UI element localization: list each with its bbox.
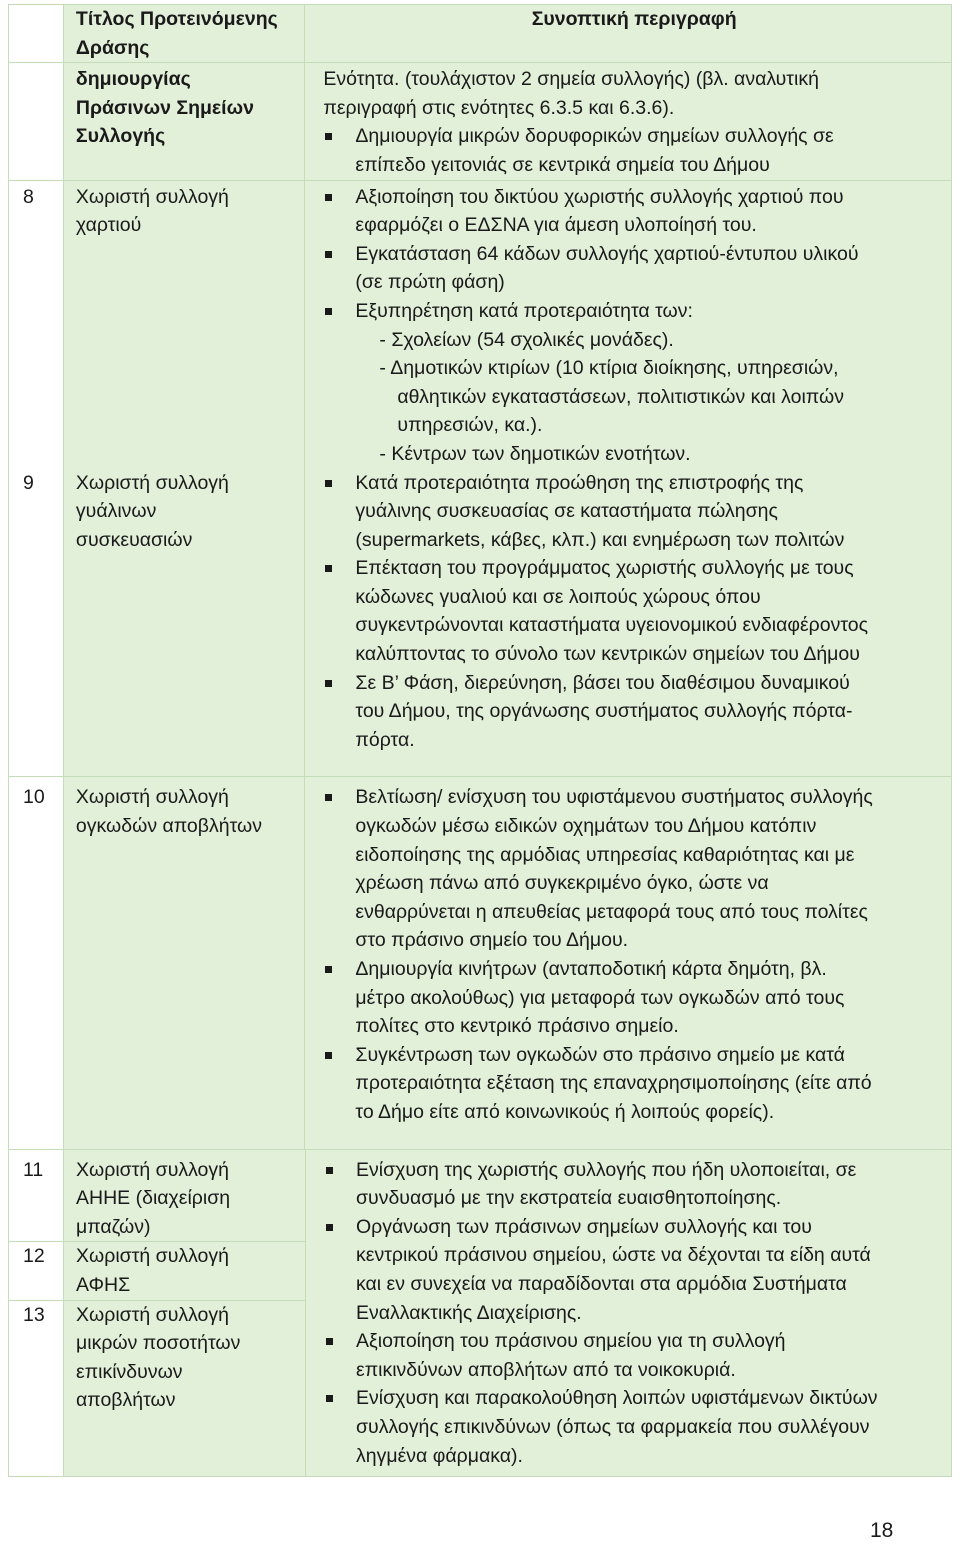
- row-green-points: [8, 63, 952, 180]
- bullet-line: ληγμένα φάρμακα).: [356, 1444, 523, 1467]
- title-line: Χωριστή συλλογή: [76, 1245, 230, 1268]
- title-line: Χωριστή συλλογή: [75, 185, 229, 208]
- bullet-line: Δημιουργία κινήτρων (ανταποδοτική κάρτα δημότη, βλ.: [355, 958, 827, 980]
- bullet-line: κώδωνες γυαλιού και σε λοιπούς χώρους όπου: [355, 585, 761, 608]
- bullet-icon: [325, 966, 332, 973]
- bullet-line: ειδοποίησης της αρμόδιας υπηρεσίας καθαριότητας και με: [355, 843, 855, 866]
- row-number: 13: [23, 1303, 45, 1326]
- title-line: αποβλήτων: [76, 1389, 176, 1412]
- merged-title-column: [9, 1150, 306, 1477]
- title-line: Χωριστή συλλογή: [75, 786, 229, 809]
- dash-item-cont: υπηρεσιών, κα.).: [397, 414, 543, 437]
- title-line: γυάλινων: [75, 500, 157, 523]
- bullet-icon: [326, 1167, 333, 1174]
- bullet-item: [324, 1156, 945, 1213]
- row-paper: [8, 181, 952, 469]
- bullet-line: συγκεντρώνονται καταστήματα υγειονομικού ενδιαφέροντος: [355, 614, 869, 637]
- desc-line: Ενότητα. (τουλάχιστον 2 σημεία συλλογής) (βλ. αναλυτική: [323, 68, 819, 91]
- dash-item: - Δημοτικών κτιρίων (10 κτίρια διοίκησης, υπηρεσιών,: [379, 357, 839, 380]
- bullet-line: Επέκταση του προγράμματος χωριστής συλλογής με τους: [355, 557, 854, 580]
- bullet-item: [324, 1384, 945, 1470]
- title-line: Χωριστή συλλογή: [76, 1158, 230, 1181]
- header-title-cell: [64, 5, 306, 62]
- title-line: ογκωδών αποβλήτων: [75, 815, 262, 838]
- row-num-cell: [9, 1150, 64, 1242]
- row-num-cell: [9, 63, 64, 179]
- title-line: ΑΗΗΕ (διαχείριση: [76, 1187, 231, 1210]
- row-number: 10: [23, 786, 45, 809]
- bullet-line: Σε Β’ Φάση, διερεύνηση, βάσει του διαθέσιμου δυναμικού: [355, 671, 850, 694]
- bullet-line: κεντρικού πράσινου σημείου, ώστε να δέχονται τα είδη αυτά: [356, 1244, 871, 1267]
- row-title-cell: [64, 469, 306, 777]
- title-line: συσκευασιών: [75, 528, 193, 551]
- row-bulky: [8, 776, 952, 1149]
- header-title: Τίτλος Προτεινόμενης Δράσης: [75, 8, 278, 59]
- row-desc-cell: [305, 777, 951, 1148]
- bullet-line: μέτρο ακολούθως) για μεταφορά των ογκωδών από τους: [355, 986, 845, 1009]
- bullet-line: καλύπτοντας το σύνολο των κεντρικών σημείων του Δήμου: [355, 643, 860, 666]
- bullet-item: [323, 955, 945, 1041]
- bullet-icon: [325, 251, 332, 258]
- bullet-icon: [325, 1052, 332, 1059]
- bullet-icon: [325, 308, 332, 315]
- title-line: Χωριστή συλλογή: [76, 1303, 230, 1326]
- bullet-line: και εν συνεχεία να παραδίδονται στα αρμόδια Συστήματα: [356, 1272, 847, 1295]
- bullet-line: Συγκέντρωση των ογκωδών στο πράσινο σημείο με κατά: [355, 1043, 845, 1066]
- row-title-cell: [64, 63, 306, 179]
- bullet-line: εφαρμόζει ο ΕΔΣΝΑ για άμεση υλοποίησή του.: [355, 214, 757, 237]
- title-line: επικίνδυνων: [76, 1360, 183, 1383]
- row-num-cell: [9, 1301, 64, 1477]
- bullet-line: Οργάνωση των πράσινων σημείων συλλογής και του: [356, 1215, 812, 1238]
- bullet-item: [323, 554, 945, 668]
- row-number: 11: [23, 1158, 44, 1181]
- bullet-icon: [325, 565, 332, 572]
- bullet-line: (supermarkets, κάβες, κλπ.) και ενημέρωση των πολιτών: [355, 528, 845, 551]
- bullet-icon: [325, 794, 332, 801]
- spacer: [324, 1470, 945, 1476]
- bullet-line: συνδυασμό με την εκστρατεία ευαισθητοποίησης.: [356, 1187, 782, 1210]
- bullet-line: Εγκατάσταση 64 κάδων συλλογής χαρτιού-έντυπου υλικού: [355, 242, 859, 265]
- row-title-cell: [64, 1242, 306, 1299]
- row-num-cell: [9, 1242, 64, 1299]
- title-line: δημιουργίας: [75, 68, 191, 91]
- header-num-cell: [9, 5, 64, 62]
- bullet-icon: [325, 194, 332, 201]
- page-number: 18: [870, 1519, 894, 1542]
- bullet-item: [324, 1213, 945, 1327]
- row-desc-cell: [306, 1150, 951, 1477]
- row-desc-cell: [305, 469, 951, 777]
- dash-item-cont: αθλητικών εγκαταστάσεων, πολιτιστικών και λοιπών: [397, 385, 844, 408]
- bullet-line: Εναλλακτικής Διαχείρισης.: [356, 1301, 582, 1324]
- bullet-item: [323, 469, 945, 555]
- bullet-line: (σε πρώτη φάση): [355, 271, 505, 294]
- bullet-line: Δημιουργία μικρών δορυφορικών σημείων συλλογής σε: [355, 125, 834, 148]
- sub-row-hazardous: [9, 1301, 306, 1477]
- title-line: ΑΦΗΣ: [76, 1273, 131, 1296]
- bullet-icon: [325, 480, 332, 487]
- row-title-cell: [64, 181, 306, 469]
- sub-row-weee: [9, 1150, 306, 1243]
- bullet-item: [324, 1327, 945, 1384]
- row-num-cell: [9, 469, 64, 777]
- title-line: μπαζών): [76, 1215, 151, 1238]
- bullet-line: Ενίσχυση της χωριστής συλλογής που ήδη υλοποιείται, σε: [356, 1158, 857, 1181]
- bullet-item: [323, 240, 945, 297]
- desc-line: περιγραφή στις ενότητες 6.3.5 και 6.3.6).: [323, 96, 675, 119]
- bullet-icon: [326, 1338, 333, 1345]
- bullet-line: Αξιοποίηση του πράσινου σημείου για τη συλλογή: [356, 1330, 786, 1353]
- header-desc-cell: [305, 5, 951, 62]
- row-number: 8: [23, 185, 34, 208]
- bullet-line: Εξυπηρέτηση κατά προτεραιότητα των:: [355, 299, 693, 322]
- bullet-line: Βελτίωση/ ενίσχυση του υφιστάμενου συστήματος συλλογής: [355, 786, 873, 809]
- bullet-item: [323, 122, 945, 179]
- row-number: 12: [23, 1245, 45, 1268]
- bullet-line: συλλογής επικινδύνων (όπως τα φαρμακεία που συλλέγουν: [356, 1415, 870, 1438]
- bullet-icon: [325, 680, 332, 687]
- bullet-item: [323, 1041, 945, 1127]
- bullet-line: επικινδύνων αποβλήτων από τα νοικοκυριά.: [356, 1358, 736, 1381]
- row-desc-cell: [305, 181, 951, 469]
- bullet-line: του Δήμου, της οργάνωσης συστήματος συλλογής πόρτα-: [355, 700, 853, 723]
- title-line: χαρτιού: [75, 214, 142, 237]
- bullet-icon: [326, 1395, 333, 1402]
- bullet-line: στο πράσινο σημείο του Δήμου.: [355, 929, 629, 952]
- row-number: 9: [23, 471, 34, 494]
- dash-item: - Σχολείων (54 σχολικές μονάδες).: [379, 328, 674, 351]
- spacer: [323, 1127, 945, 1149]
- bullet-line: Αξιοποίηση του δικτύου χωριστής συλλογής χαρτιού που: [355, 185, 844, 208]
- title-line: Συλλογής: [75, 125, 166, 148]
- row-hazardous: [8, 1150, 952, 1478]
- bullet-line: πολίτες στο κεντρικό πράσινο σημείο.: [355, 1015, 679, 1038]
- sub-row-batteries: [9, 1242, 306, 1300]
- title-line: Χωριστή συλλογή: [75, 471, 229, 494]
- bullet-item: [323, 297, 945, 326]
- row-num-cell: [9, 181, 64, 469]
- bullet-line: γυάλινης συσκευασίας σε καταστήματα πώλησης: [355, 500, 778, 523]
- row-glass: [8, 469, 952, 777]
- row-num-cell: [9, 777, 64, 1148]
- bullet-line: χρέωση πάνω από συγκεκριμένο όγκο, ώστε να: [355, 872, 769, 895]
- bullet-line: Κατά προτεραιότητα προώθηση της επιστροφής της: [355, 471, 804, 494]
- title-line: Πράσινων Σημείων: [75, 96, 254, 119]
- bullet-icon: [326, 1224, 333, 1231]
- row-title-cell: [64, 777, 306, 1148]
- bullet-line: Ενίσχυση και παρακολούθηση λοιπών υφιστάμενων δικτύων: [356, 1387, 878, 1410]
- bullet-line: προτεραιότητα εξέταση της επαναχρησιμοποίησης (είτε από: [355, 1072, 872, 1095]
- row-desc-cell: [305, 63, 951, 179]
- bullet-line: ενθαρρύνεται η απευθείας μεταφορά τους από τους πολίτες: [355, 900, 868, 923]
- actions-table: [8, 4, 952, 1477]
- bullet-item: [323, 783, 945, 955]
- bullet-line: πόρτα.: [355, 728, 415, 751]
- header-row: [8, 4, 952, 63]
- row-title-cell: [64, 1150, 306, 1242]
- bullet-item: [323, 669, 945, 755]
- title-line: μικρών ποσοτήτων: [76, 1332, 241, 1355]
- bullet-item: [323, 183, 945, 240]
- bullet-line: ογκωδών μέσω ειδικών οχημάτων του Δήμου κατόπιν: [355, 815, 817, 838]
- header-desc: Συνοπτική περιγραφή: [531, 8, 737, 30]
- bullet-icon: [325, 133, 332, 140]
- dash-item: - Κέντρων των δημοτικών ενοτήτων.: [379, 442, 691, 465]
- row-title-cell: [64, 1301, 306, 1477]
- bullet-line: επίπεδο γειτονιάς σε κεντρικά σημεία του Δήμου: [355, 153, 770, 176]
- bullet-line: το Δήμο είτε από κοινωνικούς ή λοιπούς φορείς).: [355, 1100, 775, 1123]
- spacer: [323, 754, 945, 776]
